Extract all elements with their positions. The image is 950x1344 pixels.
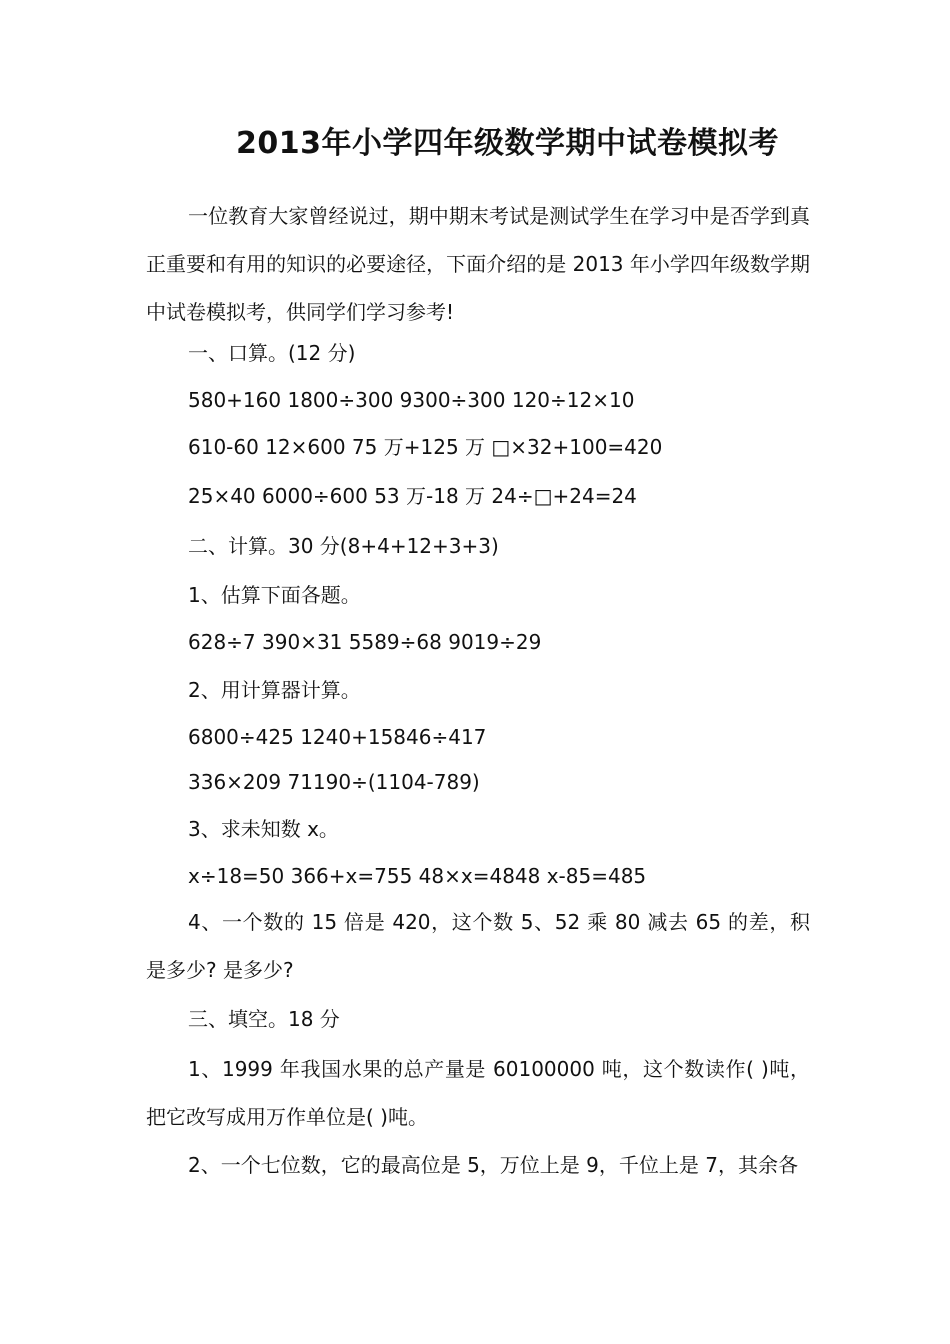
question2-row-1: 6800÷425 1240+15846÷417 [188, 725, 487, 749]
question1-row: 628÷7 390×31 5589÷68 9019÷29 [188, 630, 542, 654]
section2-heading: 二、计算。30 分(8+4+12+3+3) [188, 534, 499, 558]
question1-heading: 1、估算下面各题。 [188, 583, 361, 607]
document-title: 2013年小学四年级数学期中试卷模拟考 [236, 126, 779, 161]
section1-row-1: 580+160 1800÷300 9300÷300 120÷12×10 [188, 388, 635, 412]
fill-question-1: 1、1999 年我国水果的总产量是 60100000 吨，这个数读作( )吨，把它改写成用万作单位是( )吨。 [146, 1057, 810, 1129]
question4-text: 4、一个数的 15 倍是 420，这个数 5、52 乘 80 减去 65 的差，积是多少? 是多少? [146, 910, 810, 982]
question2-row-2: 336×209 71190÷(1104-789) [188, 770, 480, 794]
question3-row: x÷18=50 366+x=755 48×x=4848 x-85=485 [188, 864, 647, 888]
question2-heading: 2、用计算器计算。 [188, 678, 361, 702]
section3-heading: 三、填空。18 分 [188, 1007, 340, 1031]
section1-row-3: 25×40 6000÷600 53 万-18 万 24÷□+24=24 [188, 484, 637, 508]
section1-heading: 一、口算。(12 分) [188, 341, 356, 365]
fill-question-2: 2、一个七位数，它的最高位是 5，万位上是 9，千位上是 7，其余各 [188, 1153, 798, 1177]
question3-heading: 3、求未知数 x。 [188, 817, 339, 841]
section1-row-2: 610-60 12×600 75 万+125 万 □×32+100=420 [188, 435, 663, 459]
intro-paragraph: 一位教育大家曾经说过，期中期末考试是测试学生在学习中是否学到真正重要和有用的知识的必要途径，下面介绍的是 2013 年小学四年级数学期中试卷模拟考，供同学们学习参考! [146, 204, 810, 324]
